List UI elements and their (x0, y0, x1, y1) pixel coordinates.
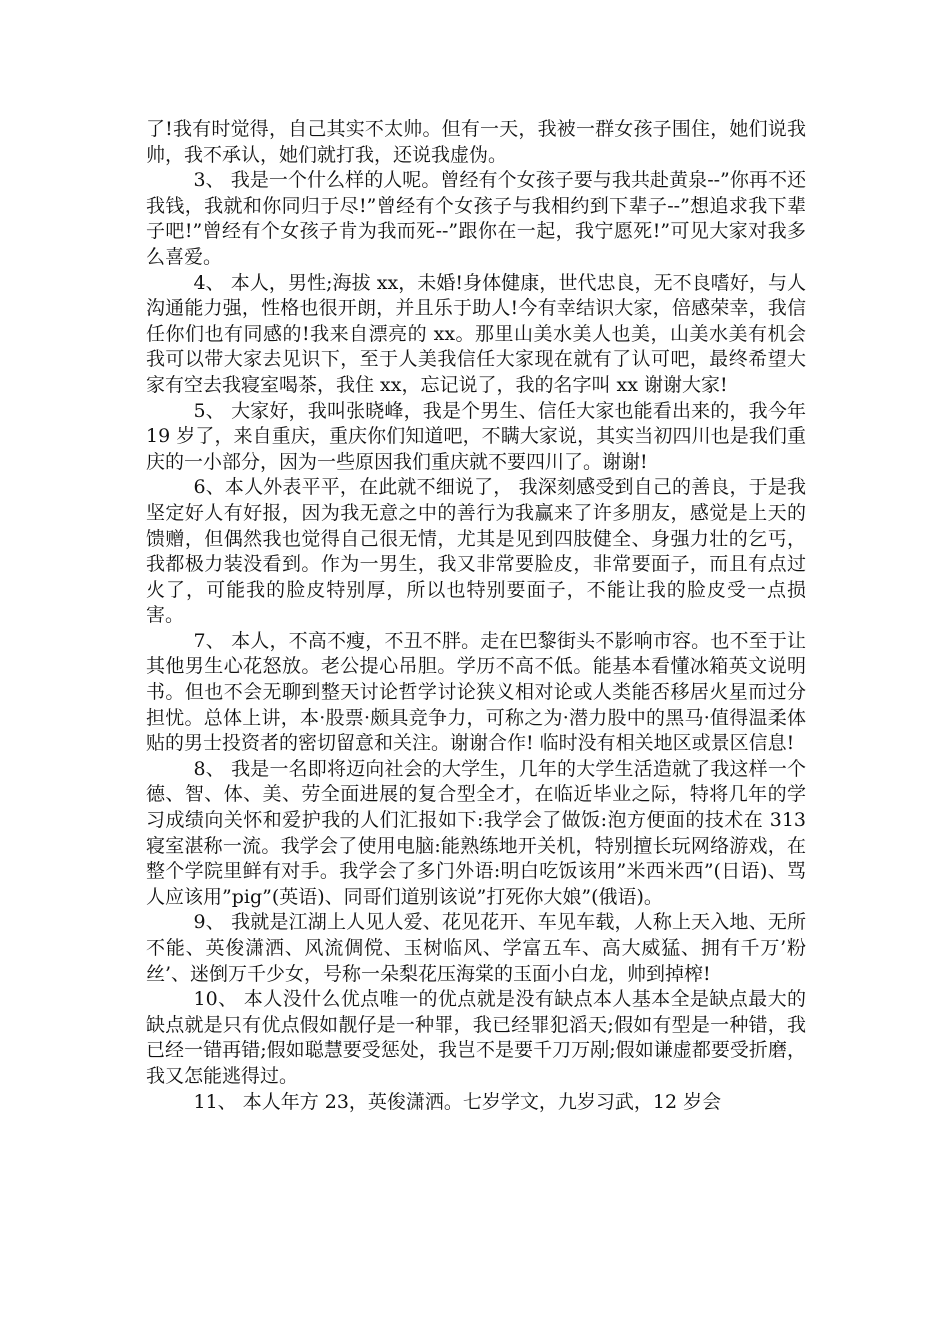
paragraph-9: 9、 我就是江湖上人见人爱、花见花开、车见车载，人称上天入地、无所不能、英俊潇洒、风流倜傥、玉树临风、学富五车、高大威猛、拥有千万’粉丝’、迷倒万千少女，号称一朵梨花压海棠的玉面小白龙，帅到掉榨! (146, 911, 806, 985)
paragraph-3: 3、 我是一个什么样的人呢。曾经有个女孩子要与我共赴黄泉--”你再不还我钱，我就和你同归于尽!”曾经有个女孩子与我相约到下辈子--”想追求我下辈子吧!”曾经有个女孩子肯为我而死--”跟你在一起，我宁愿死!”可见大家对我多么喜爱。 (146, 169, 806, 268)
paragraph-11: 11、 本人年方 23，英俊潇洒。七岁学文，九岁习武，12 岁会 (193, 1090, 722, 1113)
paragraph-5: 5、 大家好，我叫张晓峰，我是个男生、信任大家也能看出来的，我今年 19 岁了，来自重庆，重庆你们知道吧，不瞒大家说，其实当初四川也是我们重庆的一小部分，因为一些原因我们重庆就不要四川了。谢谢! (146, 399, 806, 473)
paragraph-8: 8、 我是一名即将迈向社会的大学生，几年的大学生活造就了我这样一个德、智、体、美、劳全面进展的复合型全才，在临近毕业之际，特将几年的学习成绩向关怀和爱护我的人们汇报如下:我学会了做饭:泡方便面的技术在 313 寝室湛称一流。我学会了使用电脑:能熟练地开关机，特别擅长玩网络游戏，在整个学院里鲜有对手。我学会了多门外语:明白吃饭该用”米西米西”(日语)、骂人应该用”pig”(英语)、同哥们道别该说”打死你大娘”(俄语)。 (146, 757, 806, 908)
paragraph-continuation: 了!我有时觉得，自己其实不太帅。但有一天，我被一群女孩子围住，她们说我帅，我不承认，她们就打我，还说我虚伪。 (146, 118, 806, 166)
document-body (146, 117, 806, 1115)
paragraph-6: 6、本人外表平平，在此就不细说了， 我深刻感受到自己的善良，于是我坚定好人有好报，因为我无意之中的善行为我赢来了许多朋友，感觉是上天的馈赠，但偶然我也觉得自己很无情，尤其是见到四肢健全、身强力壮的乞丐，我都极力装没看到。作为一男生，我又非常要脸皮，非常要面子，而且有点过火了，可能我的脸皮特别厚，所以也特别要面子，不能让我的脸皮受一点损害。 (146, 476, 806, 627)
paragraph-4: 4、 本人，男性;海拔 xx，未婚!身体健康，世代忠良，无不良嗜好，与人沟通能力强，性格也很开朗，并且乐于助人!今有幸结识大家，倍感荣幸，我信任你们也有同感的!我来自漂亮的 xx。那里山美水美人也美，山美水美有机会我可以带大家去见识下，至于人美我信任大家现在就有了认可吧，最终希望大家有空去我寝室喝茶，我住 xx，忘记说了，我的名字叫 xx 谢谢大家! (146, 271, 806, 396)
paragraph-10: 10、 本人没什么优点唯一的优点就是没有缺点本人基本全是缺点最大的缺点就是只有优点假如靓仔是一种罪，我已经罪犯滔天;假如有型是一种错，我已经一错再错;假如聪慧要受惩处，我岂不是要千刀万剐;假如谦虚都要受折磨，我又怎能逃得过。 (146, 988, 806, 1087)
paragraph-7: 7、 本人，不高不瘦，不丑不胖。走在巴黎街头不影响市容。也不至于让其他男生心花怒放。老公提心吊胆。学历不高不低。能基本看懂冰箱英文说明书。但也不会无聊到整天讨论哲学讨论狭义相对论或人类能否移居火星而过分担忧。总体上讲，本·股票·颇具竞争力，可称之为·潜力股中的黑马·值得温柔体贴的男士投资者的密切留意和关注。谢谢合作! 临时没有相关地区或景区信息! (146, 629, 806, 755)
